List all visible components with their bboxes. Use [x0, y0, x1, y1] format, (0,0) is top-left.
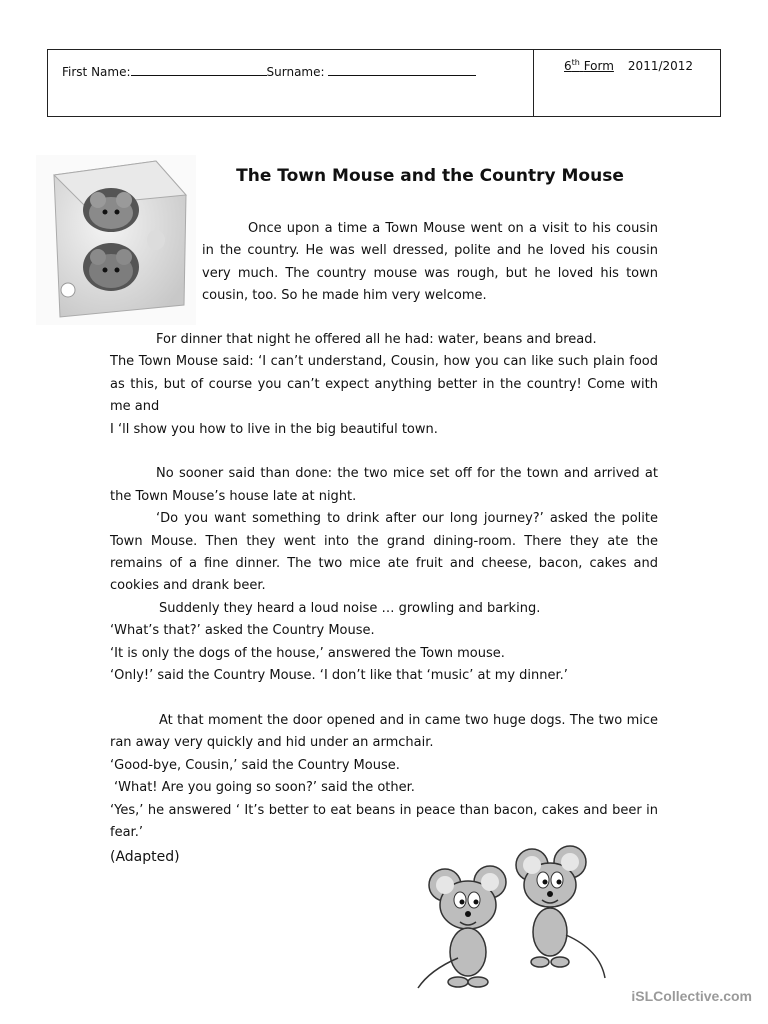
story-title: The Town Mouse and the Country Mouse	[236, 166, 624, 186]
story-paragraph-1: Once upon a time a Town Mouse went on a visit to his cousin in the country. He was well dressed, polite and he loved his cousin very much. The country mouse was rough, but he loved his town cousin, too. So he made him very welcome.	[202, 221, 658, 304]
story-paragraph: ‘Only!’ said the Country Mouse. ‘I don’t like that ‘music’ at my dinner.’	[110, 668, 568, 684]
story-body	[110, 329, 658, 869]
story-paragraph: ‘It is only the dogs of the house,’ answered the Town mouse.	[110, 645, 505, 661]
surname-blank[interactable]	[328, 65, 476, 76]
story-paragraph: At that moment the door opened and in came two huge dogs. The two mice ran away very quickly and hid under an armchair.	[110, 712, 658, 751]
cheese-mice-illustration	[36, 155, 196, 325]
story-paragraph: I ‘ll show you how to live in the big beautiful town.	[110, 421, 438, 437]
form-info	[564, 58, 693, 73]
story-paragraph: ‘What’s that?’ asked the Country Mouse.	[110, 623, 375, 639]
story-paragraph: For dinner that night he offered all he had: water, beans and bread.	[156, 332, 597, 347]
header-divider	[533, 50, 534, 116]
school-year: 2011/2012	[627, 59, 694, 73]
story-paragraph: No sooner said than done: the two mice set off for the town and arrived at the Town Mouse’s house late at night.	[110, 466, 658, 504]
story-paragraph: ‘Good-bye, Cousin,’ said the Country Mouse.	[110, 757, 400, 773]
site-watermark: iSLCollective.com	[631, 988, 752, 1004]
story-paragraph: ‘What! Are you going so soon?’ said the other.	[114, 780, 415, 796]
story-paragraph: ‘Do you want something to drink after our long journey?’ asked the polite Town Mouse. Then they went into the grand dining-room. There they ate the remains of a fine dinner. The two mice ate fruit and cheese, bacon, cakes and cookies and drank beer.	[110, 511, 658, 594]
form-label: 6th Form	[564, 58, 614, 73]
cartoon-mice-illustration	[410, 840, 615, 995]
name-fields	[62, 65, 476, 79]
student-info-box	[47, 49, 721, 117]
adapted-note: (Adapted)	[110, 849, 180, 866]
first-name-label: First Name:	[62, 65, 131, 79]
first-name-blank[interactable]	[131, 65, 267, 76]
story-paragraph: ‘Yes,’ he answered ‘ It’s better to eat beans in peace than bacon, cakes and beer in fear.’	[110, 802, 658, 840]
story-paragraph: The Town Mouse said: ‘I can’t understand, Cousin, how you can like such plain food as this, but of course you can’t expect anything better in the country! Come with me and	[110, 354, 658, 415]
surname-label: Surname:	[266, 65, 325, 79]
story-paragraph: Suddenly they heard a loud noise … growling and barking.	[159, 600, 541, 616]
